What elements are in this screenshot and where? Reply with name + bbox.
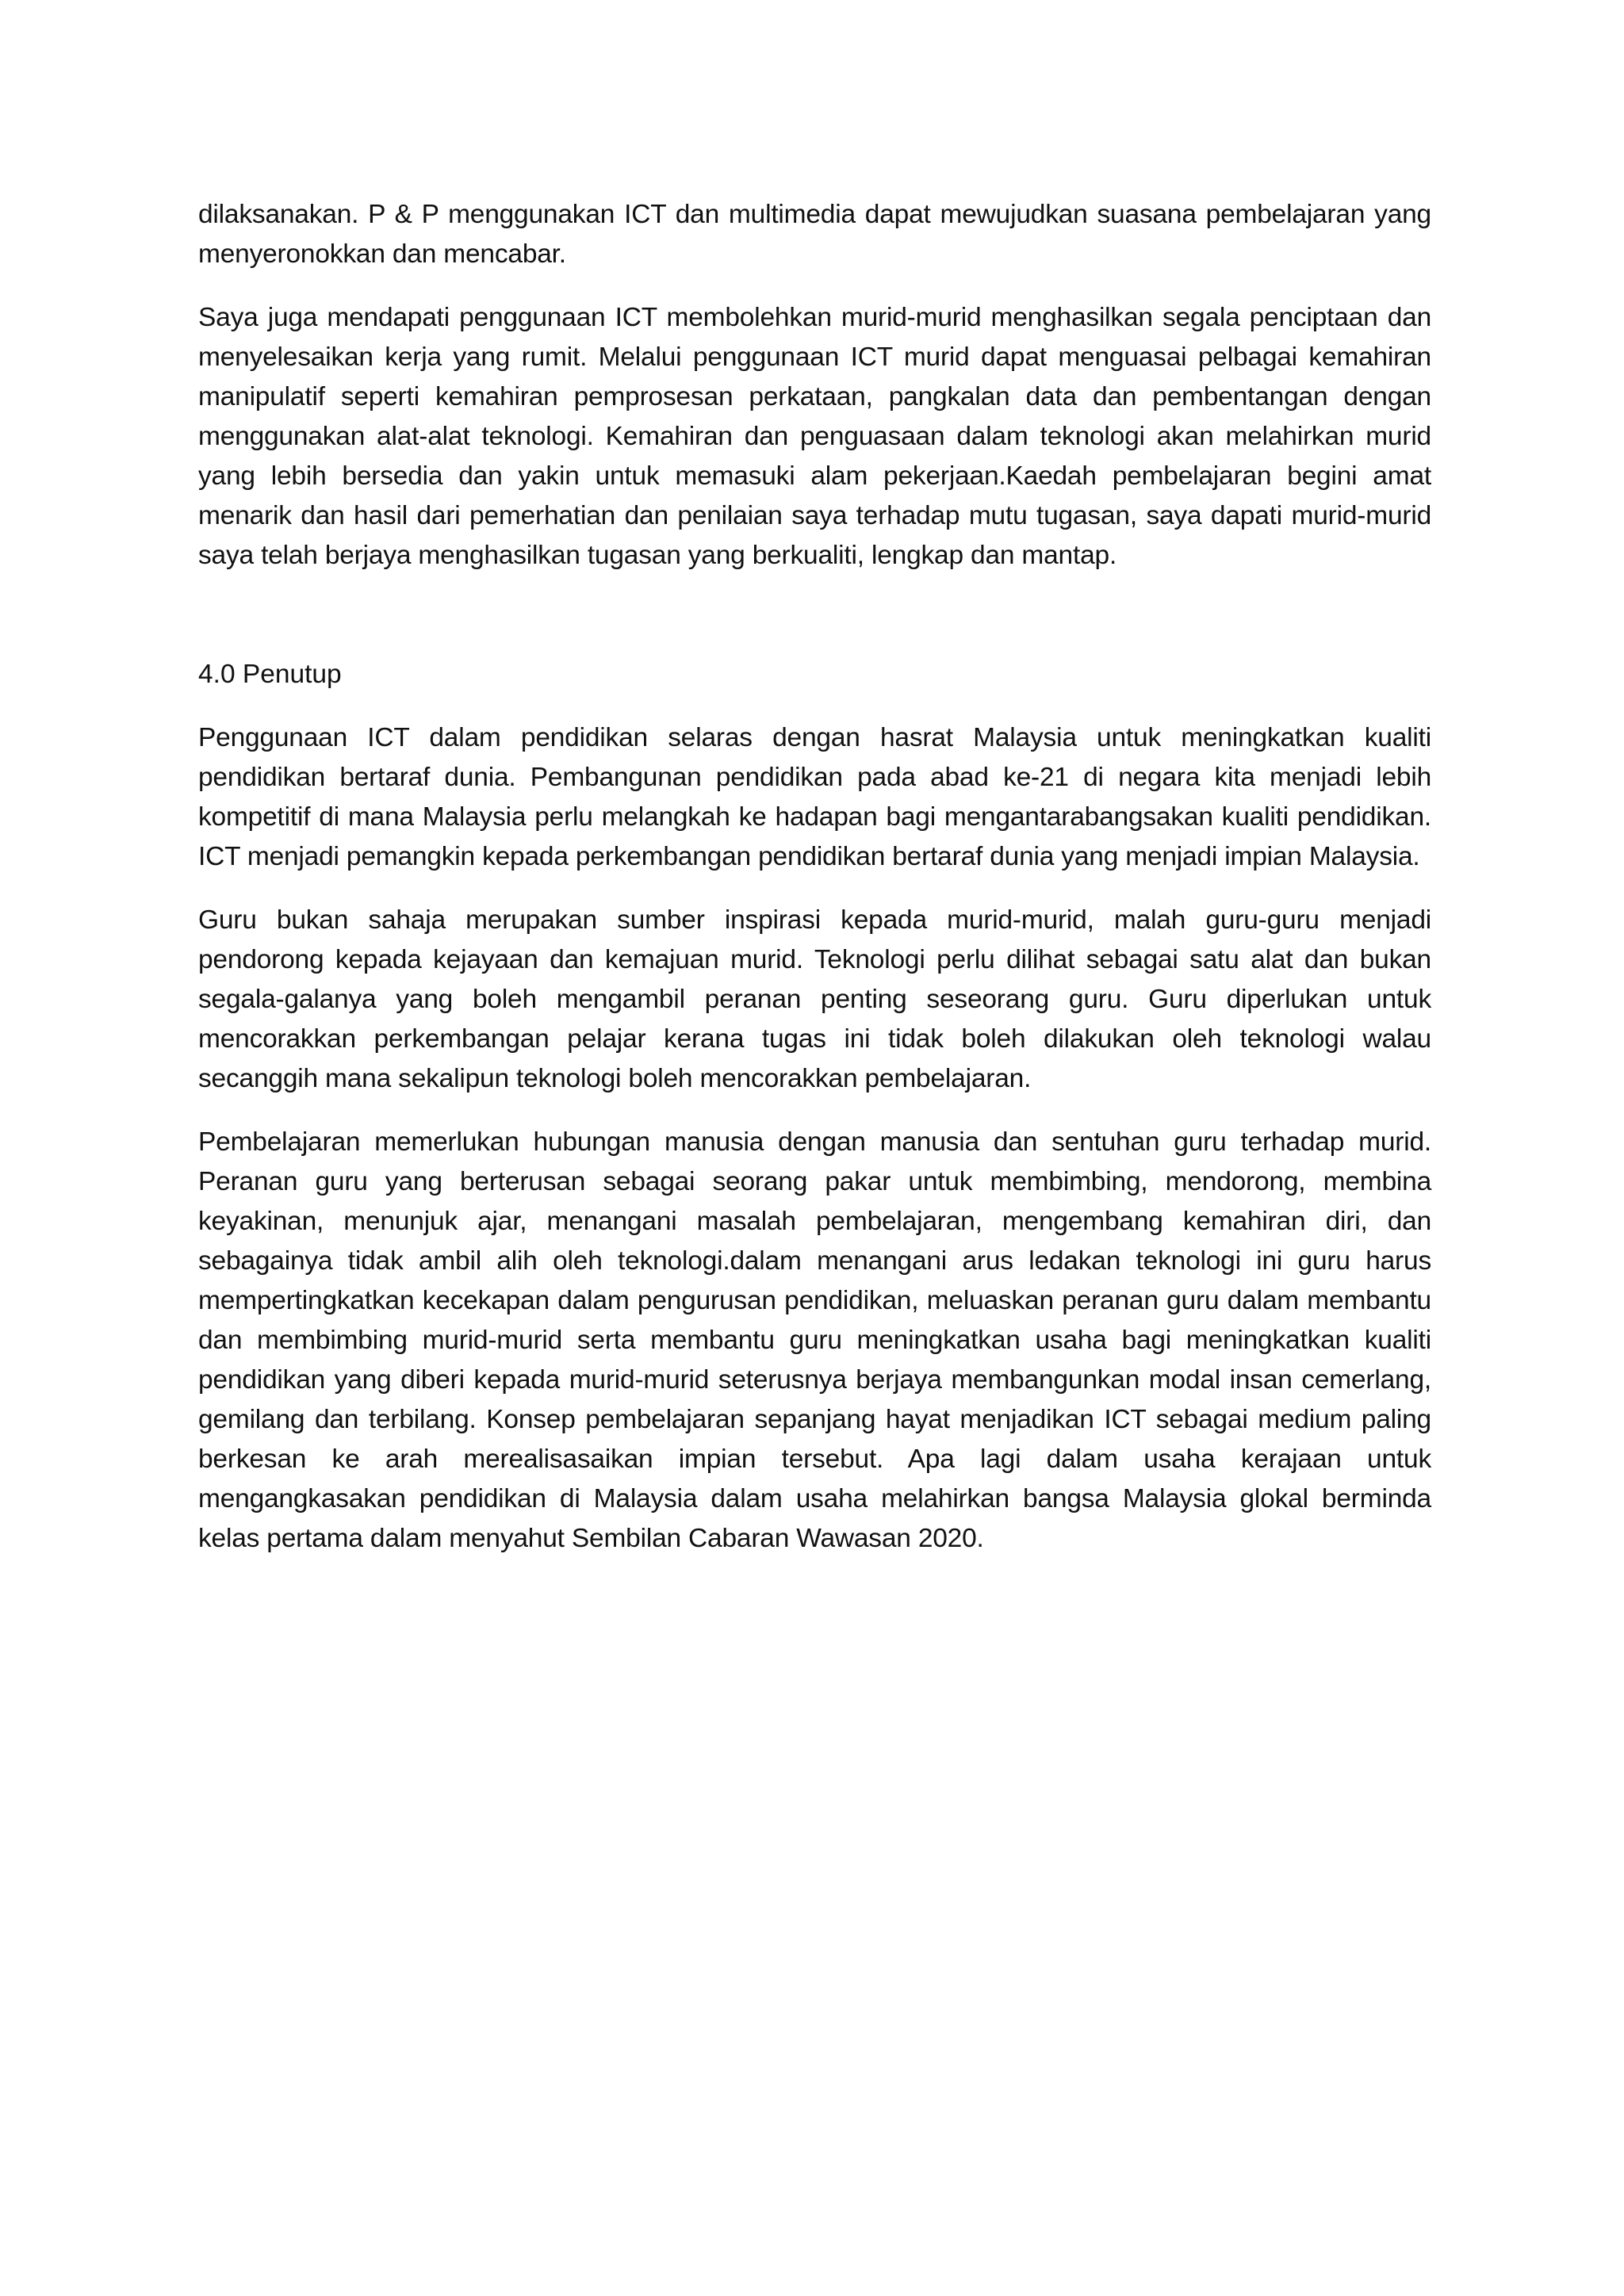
- paragraph-continuation: dilaksanakan. P & P menggunakan ICT dan multimedia dapat mewujudkan suasana pembelajaran yang menyeronokkan dan mencabar.: [198, 200, 1431, 269]
- paragraph-human-learning: Pembelajaran memerlukan hubungan manusia dengan manusia dan sentuhan guru terhadap murid. Peranan guru yang berterusan sebagai seorang pakar untuk membimbing, mendorong, membina keyakinan, menunjuk ajar, menangani masalah pembelajaran, mengembang kemahiran diri, dan sebagainya tidak ambil alih oleh teknologi.dalam menangani arus ledakan teknologi ini guru harus mempertingkatkan kecekapan dalam pengurusan pendidikan, meluaskan peranan guru dalam membantu dan membimbing murid-murid serta membantu guru meningkatkan usaha bagi meningkatkan kualiti pendidikan yang diberi kepada murid-murid seterusnya berjaya membangunkan modal insan cemerlang, gemilang dan terbilang. Konsep pembelajaran sepanjang hayat menjadikan ICT sebagai medium paling berkesan ke arah merealisasaikan impian tersebut. Apa lagi dalam usaha kerajaan untuk mengangkasakan pendidikan di Malaysia dalam usaha melahirkan bangsa Malaysia glokal berminda kelas pertama dalam menyahut Sembilan Cabaran Wawasan 2020.: [198, 1127, 1431, 1553]
- paragraph-teacher-role: Guru bukan sahaja merupakan sumber inspirasi kepada murid-murid, malah guru-guru menjadi pendorong kepada kejayaan dan kemajuan murid. Teknologi perlu dilihat sebagai satu alat dan bukan segala-galanya yang boleh mengambil peranan penting seseorang guru. Guru diperlukan untuk mencorakkan perkembangan pelajar kerana tugas ini tidak boleh dilakukan oleh teknologi walau secanggih mana sekalipun teknologi boleh mencorakkan pembelajaran.: [198, 905, 1431, 1093]
- paragraph-ict-skills: Saya juga mendapati penggunaan ICT membolehkan murid-murid menghasilkan segala penciptaan dan menyelesaikan kerja yang rumit. Melalui penggunaan ICT murid dapat menguasai pelbagai kemahiran manipulatif seperti kemahiran pemprosesan perkataan, pangkalan data dan pembentangan dengan menggunakan alat-alat teknologi. Kemahiran dan penguasaan dalam teknologi akan melahirkan murid yang lebih bersedia dan yakin untuk memasuki alam pekerjaan.Kaedah pembelajaran begini amat menarik dan hasil dari pemerhatian dan penilaian saya terhadap mutu tugasan, saya dapati murid-murid saya telah berjaya menghasilkan tugasan yang berkualiti, lengkap dan mantap.: [198, 303, 1431, 570]
- paragraph-ict-education: Penggunaan ICT dalam pendidikan selaras dengan hasrat Malaysia untuk meningkatkan kualiti pendidikan bertaraf dunia. Pembangunan pendidikan pada abad ke-21 di negara kita menjadi lebih kompetitif di mana Malaysia perlu melangkah ke hadapan bagi mengantarabangsakan kualiti pendidikan. ICT menjadi pemangkin kepada perkembangan pendidikan bertaraf dunia yang menjadi impian Malaysia.: [198, 723, 1431, 871]
- section-heading-penutup: 4.0 Penutup: [198, 660, 342, 689]
- document-page: [198, 195, 1431, 1559]
